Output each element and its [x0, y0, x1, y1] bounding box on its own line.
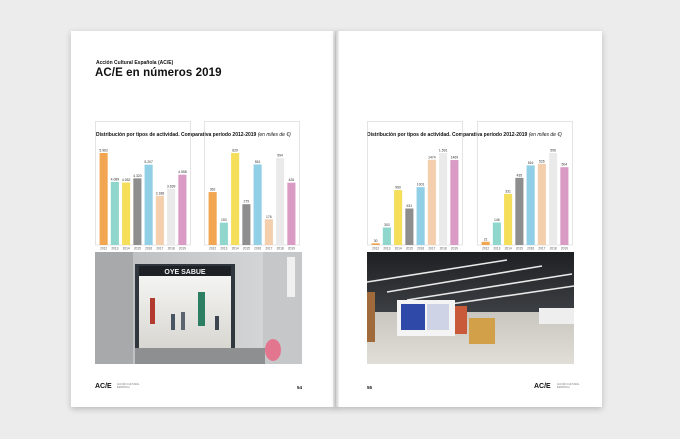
x-tick-label: 2012	[482, 246, 490, 251]
chart-iberoamerica	[204, 121, 300, 251]
bar-value-label: 1469	[450, 155, 459, 160]
x-tick-label: 2013	[220, 246, 228, 251]
bar-value-label: 279	[243, 199, 250, 204]
x-tick-label: 2018	[439, 246, 447, 251]
footer-org-name	[557, 384, 579, 390]
bar-value-label: 5.207	[144, 160, 153, 165]
bar-value-label: 4.558	[178, 170, 187, 175]
bar-value-label: 362	[209, 187, 216, 192]
chart-bar	[156, 196, 164, 245]
x-tick-label: 2012	[209, 246, 217, 251]
chart-bar	[209, 192, 217, 245]
footer-org-line: ESPAÑOLA	[557, 385, 570, 389]
footer-logo: AC/E	[534, 383, 551, 390]
footer-org-line: ACCIÓN CULTURAL	[117, 383, 140, 386]
chart-bar	[276, 158, 284, 245]
chart-bar	[111, 182, 119, 245]
bar-value-label: 4.089	[110, 177, 120, 182]
chart-bar	[220, 223, 228, 245]
chart-bar	[383, 227, 391, 245]
page-number: 55	[367, 385, 373, 390]
x-tick-label: 2012	[100, 246, 108, 251]
x-tick-label: 2014	[231, 246, 239, 251]
bar-value-label: 631	[406, 204, 413, 209]
x-tick-label: 2015	[515, 246, 523, 251]
chart-bar	[145, 165, 153, 245]
chart-bar	[287, 183, 295, 245]
x-tick-label: 2013	[493, 246, 501, 251]
bar-value-label: 153	[221, 218, 227, 223]
chart-bar	[254, 164, 262, 245]
kicker: Acción Cultural Española (AC/E)	[96, 60, 174, 66]
chart-bar	[515, 178, 523, 245]
chart-pice-movilidad	[367, 121, 463, 251]
chart-bar	[527, 165, 535, 245]
x-tick-label: 2015	[405, 246, 413, 251]
x-tick-label: 2015	[133, 246, 141, 251]
chart-frame	[96, 122, 191, 246]
chart-bar	[178, 175, 186, 245]
photo-storefront	[95, 252, 302, 364]
chart-bar	[482, 242, 490, 245]
chart-frame	[205, 122, 300, 246]
chart-iberoamerica-svg	[204, 121, 300, 251]
right-page	[336, 31, 602, 407]
chart-bar	[417, 187, 425, 245]
section-title-unit: (en miles de €)	[528, 132, 562, 138]
bar-value-label: 1474	[428, 155, 436, 160]
section-title-text: Distribución por tipos de actividad. Comparativa período 2012-2019	[96, 132, 257, 138]
x-tick-label: 2014	[504, 246, 512, 251]
chart-pice-movilidad-svg	[367, 121, 463, 251]
bar-value-label: 950	[395, 185, 401, 190]
bar-value-label: 5.962	[99, 148, 108, 153]
chart-bar	[538, 164, 546, 245]
chart-bar	[405, 209, 413, 245]
bar-value-label: 1001	[416, 182, 425, 187]
page-number: 54	[297, 385, 303, 390]
chart-frame	[478, 122, 573, 246]
bar-value-label: 1.591	[438, 148, 448, 153]
x-tick-label: 2017	[156, 246, 164, 251]
chart-frame	[368, 122, 463, 246]
chart-bar	[560, 167, 568, 245]
bar-value-label: 146	[494, 217, 500, 222]
chart-bar	[372, 243, 380, 245]
bar-value-label: 516	[527, 160, 534, 165]
chart-bar	[100, 153, 108, 245]
footer-logo: AC/E	[95, 383, 112, 390]
x-tick-label: 2016	[417, 246, 425, 251]
x-tick-label: 2017	[265, 246, 273, 251]
chart-bar	[231, 153, 239, 245]
bar-value-label: 331	[505, 189, 511, 194]
chart-bar	[265, 219, 273, 245]
left-page	[71, 31, 337, 407]
bar-value-label: 30	[373, 238, 378, 243]
x-tick-label: 2016	[254, 246, 262, 251]
bar-value-label: 4.052	[121, 177, 131, 182]
chart-pice-visitantes-svg	[477, 121, 573, 251]
chart-bar	[504, 194, 512, 245]
bar-value-label: 3.639	[166, 184, 176, 189]
chart-bar	[549, 153, 557, 245]
x-tick-label: 2014	[394, 246, 402, 251]
x-tick-label: 2018	[167, 246, 175, 251]
x-tick-label: 2019	[560, 246, 568, 251]
footer-org-name	[117, 384, 139, 390]
bar-value-label: 629	[232, 148, 238, 153]
book-spine	[333, 31, 339, 407]
section-title-unit: (en miles de €)	[257, 132, 291, 138]
x-tick-label: 2017	[428, 246, 436, 251]
bar-value-label: 596	[550, 148, 556, 153]
chart-programa-general	[95, 121, 191, 251]
bar-value-label: 4.320	[133, 173, 142, 178]
chart-bar	[450, 160, 458, 245]
x-tick-label: 2017	[538, 246, 546, 251]
bar-value-label: 551	[254, 159, 261, 164]
x-tick-label: 2019	[178, 246, 186, 251]
photo-exhibition-hall	[367, 252, 574, 364]
bar-value-label: 426	[288, 178, 295, 183]
chart-programa-general-svg	[95, 121, 191, 251]
footer-org-line: ACCIÓN CULTURAL	[557, 383, 580, 386]
x-tick-label: 2013	[383, 246, 391, 251]
bar-value-label: 176	[266, 214, 272, 219]
footer-org-line: ESPAÑOLA	[117, 385, 130, 389]
chart-bar	[167, 189, 175, 245]
page-heading: AC/E en números 2019	[95, 67, 222, 79]
x-tick-label: 2018	[276, 246, 284, 251]
x-tick-label: 2019	[287, 246, 295, 251]
x-tick-label: 2019	[450, 246, 458, 251]
section-title-text: Distribución por tipos de actividad. Comparativa período 2012-2019	[367, 132, 528, 138]
bar-value-label: 3.188	[155, 191, 165, 196]
x-tick-label: 2014	[122, 246, 130, 251]
x-tick-label: 2013	[111, 246, 119, 251]
x-tick-label: 2018	[549, 246, 557, 251]
x-tick-label: 2016	[145, 246, 153, 251]
bar-value-label: 526	[539, 159, 545, 164]
bar-value-label: 504	[561, 162, 568, 167]
chart-bar	[428, 160, 436, 245]
x-tick-label: 2016	[527, 246, 535, 251]
chart-bar	[242, 204, 250, 245]
chart-pice-visitantes	[477, 121, 573, 251]
shop-sign-text: OYE SABUE	[164, 269, 206, 276]
chart-bar	[394, 190, 402, 245]
chart-bar	[439, 153, 447, 245]
bar-value-label: 21	[483, 237, 488, 242]
chart-bar	[122, 182, 130, 245]
chart-bar	[133, 178, 141, 245]
chart-bar	[493, 222, 501, 245]
bar-value-label: 435	[516, 173, 523, 178]
x-tick-label: 2012	[372, 246, 380, 251]
bar-value-label: 303	[384, 222, 390, 227]
bar-value-label: 594	[277, 153, 283, 158]
x-tick-label: 2015	[242, 246, 250, 251]
